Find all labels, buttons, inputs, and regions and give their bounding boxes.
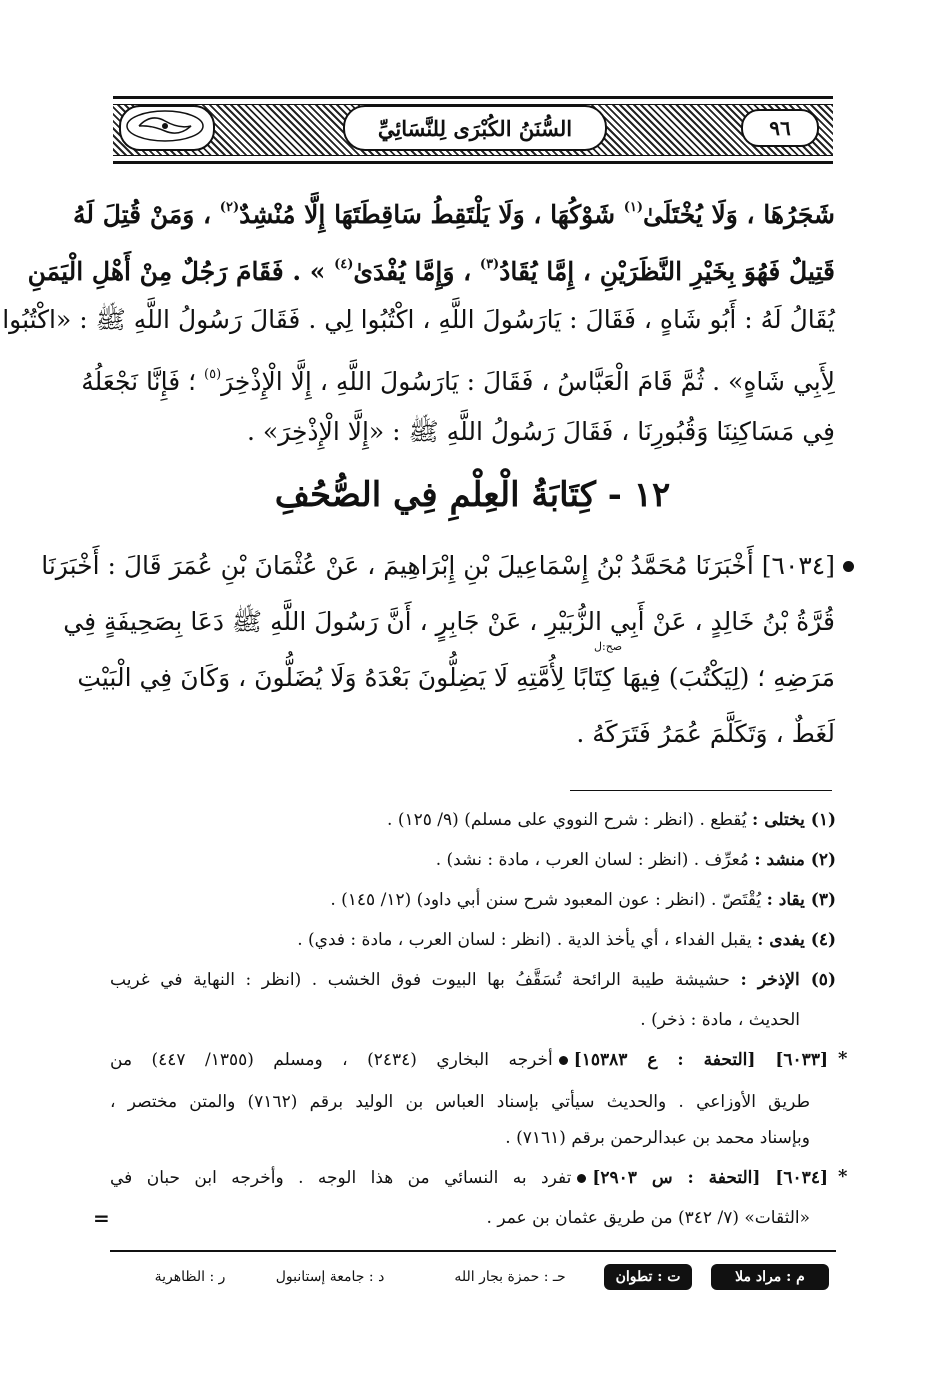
book-title: السُّنَنُ الكُبْرَى لِلنَّسَائِيِّ bbox=[343, 105, 607, 151]
sahh-marginal-note: صح:ل bbox=[594, 640, 623, 653]
footnote-ref-3[interactable]: (٣) bbox=[479, 257, 500, 272]
manuscript-m: م : مراد ملا bbox=[711, 1264, 829, 1290]
bullet-dot-icon bbox=[577, 1174, 586, 1183]
page-number: ٩٦ bbox=[741, 109, 819, 147]
footnote-5-continued: الحديث ، مادة : ذخر) . bbox=[640, 1010, 800, 1030]
asterisk-icon: * bbox=[838, 1048, 848, 1069]
text-line-1: شَجَرُهَا ، وَلَا يُخْتَلَىٰ$^{(١)}$ شَوْكُهَا ، وَلَا يَلْتَقِطُ سَاقِطَتَهَا إِلَّا مُنْشِدٌ$^{(٢)}$ ، وَمَنْ قُتِلَ لَهُ bbox=[72, 200, 835, 229]
takhrij-6033-line-2: طريق الأوزاعي . والحديث سيأتي بإسناد العباس بن الوليد برقم (٧١٦٢) والمتن مختصر ، bbox=[110, 1092, 810, 1112]
continuation-mark: = bbox=[93, 1206, 110, 1230]
footnote-2: (٢) منشد : مُعرِّف . (انظر : لسان العرب ، مادة : نشد) . bbox=[435, 850, 836, 870]
text-line-5: فِي مَسَاكِنِنَا وَقُبُورِنَا ، فَقَالَ رَسُولُ اللَّهِ ﷺ : «إِلَّا الْإِذْخِرَ» . bbox=[247, 417, 835, 446]
footnote-1: (١) يختلى : يُقطع . (انظر : شرح النووي على مسلم) (٩/ ١٢٥) . bbox=[387, 810, 836, 830]
footnote-4: (٤) يفدى : يقبل الفداء ، أي يأخذ الدية . (انظر : لسان العرب ، مادة : فدي) . bbox=[297, 930, 836, 950]
text-line-4: لِأَبِي شَاهٍ» . ثُمَّ قَامَ الْعَبَّاسُ ، فَقَالَ : يَارَسُولَ اللَّهِ ، إِلَّا الْإِذْخِرَ$^{(٥)}$ ؛ فَإِنَّا نَجْعَلُهُ bbox=[81, 367, 835, 396]
takhrij-6033-line-1: [٦٠٣٣] [التحفة : ع ١٥٣٨٣]أخرجه البخاري (٢٤٣٤) ، ومسلم (١٣٥٥/ ٤٤٧) من bbox=[110, 1050, 828, 1070]
footnote-5: (٥) الإذخر : حشيشة طيبة الرائحة تُسَقَّفُ بها البيوت فوق الخشب . (انظر : النهاية في غريب bbox=[110, 970, 836, 990]
bottom-divider bbox=[110, 1250, 836, 1252]
text-line-3: يُقَالُ لَهُ : أَبُو شَاهٍ ، فَقَالَ : يَارَسُولَ اللَّهِ ، اكْتُبُوا لِي . فَقَالَ رَسُولُ اللَّهِ ﷺ : «اكْتُبُوا bbox=[2, 305, 835, 334]
bullet-dot-icon bbox=[559, 1056, 568, 1065]
emblem-icon bbox=[119, 105, 215, 151]
hadith-line-1: [٦٠٣٤] أَخْبَرَنَا مُحَمَّدُ بْنُ إِسْمَاعِيلَ بْنِ إِبْرَاهِيمَ ، عَنْ عُثْمَانَ بْنِ عُمَرَ قَالَ : أَخْبَرَنَا bbox=[41, 551, 835, 580]
footnote-ref-5[interactable]: (٥) bbox=[204, 367, 222, 382]
footnote-ref-1[interactable]: (١) bbox=[623, 200, 644, 215]
manuscript-d: د : جامعة إستانبول bbox=[275, 1269, 385, 1285]
takhrij-6034-line-1: [٦٠٣٤] [التحفة : س ٢٩٠٣]تفرد به النسائي من هذا الوجه . وأخرجه ابن حبان في bbox=[110, 1168, 828, 1188]
footnote-ref-2[interactable]: (٢) bbox=[219, 200, 240, 215]
hadith-line-4: لَغَطٌ ، وَتَكَلَّمَ عُمَرُ فَتَرَكَهُ . bbox=[576, 719, 835, 748]
running-header bbox=[113, 96, 833, 164]
hadith-line-3: مَرَضِهِ ؛ (لِيَكْتُبَ) فِيهَا كِتَابًا لِأُمَّتِهِ لَا يَضِلُّونَ بَعْدَهُ وَلَا يُضَلُّونَ ، وَكَانَ فِي الْبَيْتِ bbox=[77, 663, 835, 692]
section-heading: ١٢ - كِتَابَةُ الْعِلْمِ فِي الصُّحُفِ bbox=[274, 475, 671, 515]
footnote-3: (٣) يقاد : يُقْتَصّ . (انظر : عون المعبود شرح سنن أبي داود) (١٢/ ١٤٥) . bbox=[330, 890, 836, 910]
hadith-line-2: قُرَّةُ بْنُ خَالِدٍ ، عَنْ أَبِي الزُّبَيْرِ ، عَنْ جَابِرٍ ، أَنَّ رَسُولَ اللَّهِ ﷺ دَعَا بِصَحِيفَةٍ فِي bbox=[63, 607, 835, 636]
manuscript-r: ر : الظاهرية bbox=[154, 1269, 226, 1285]
footnote-ref-4[interactable]: (٤) bbox=[334, 257, 354, 272]
manuscript-h: حـ : حمزة بجار الله bbox=[454, 1269, 566, 1285]
manuscript-t: ت : تطوان bbox=[604, 1264, 692, 1290]
footnote-divider bbox=[570, 790, 832, 791]
takhrij-6033-line-3: وبإسناد محمد بن عبدالرحمن برقم (٧١٦١) . bbox=[505, 1128, 810, 1148]
asterisk-icon: * bbox=[838, 1166, 848, 1187]
text-line-2: قَتِيلٌ فَهُوَ بِخَيْرِ النَّظَرَيْنِ ، إِمَّا يُقَادُ$^{(٣)}$ ، وَإِمَّا يُفْدَىٰ$^{(٤)}$ » . فَقَامَ رَجُلٌ مِنْ أَهْلِ الْيَمَنِ bbox=[27, 257, 835, 286]
takhrij-6034-line-2: «الثقات» (٧/ ٣٤٢) من طريق عثمان بن عمر . bbox=[486, 1208, 810, 1228]
hadith-bullet-icon bbox=[843, 561, 854, 572]
